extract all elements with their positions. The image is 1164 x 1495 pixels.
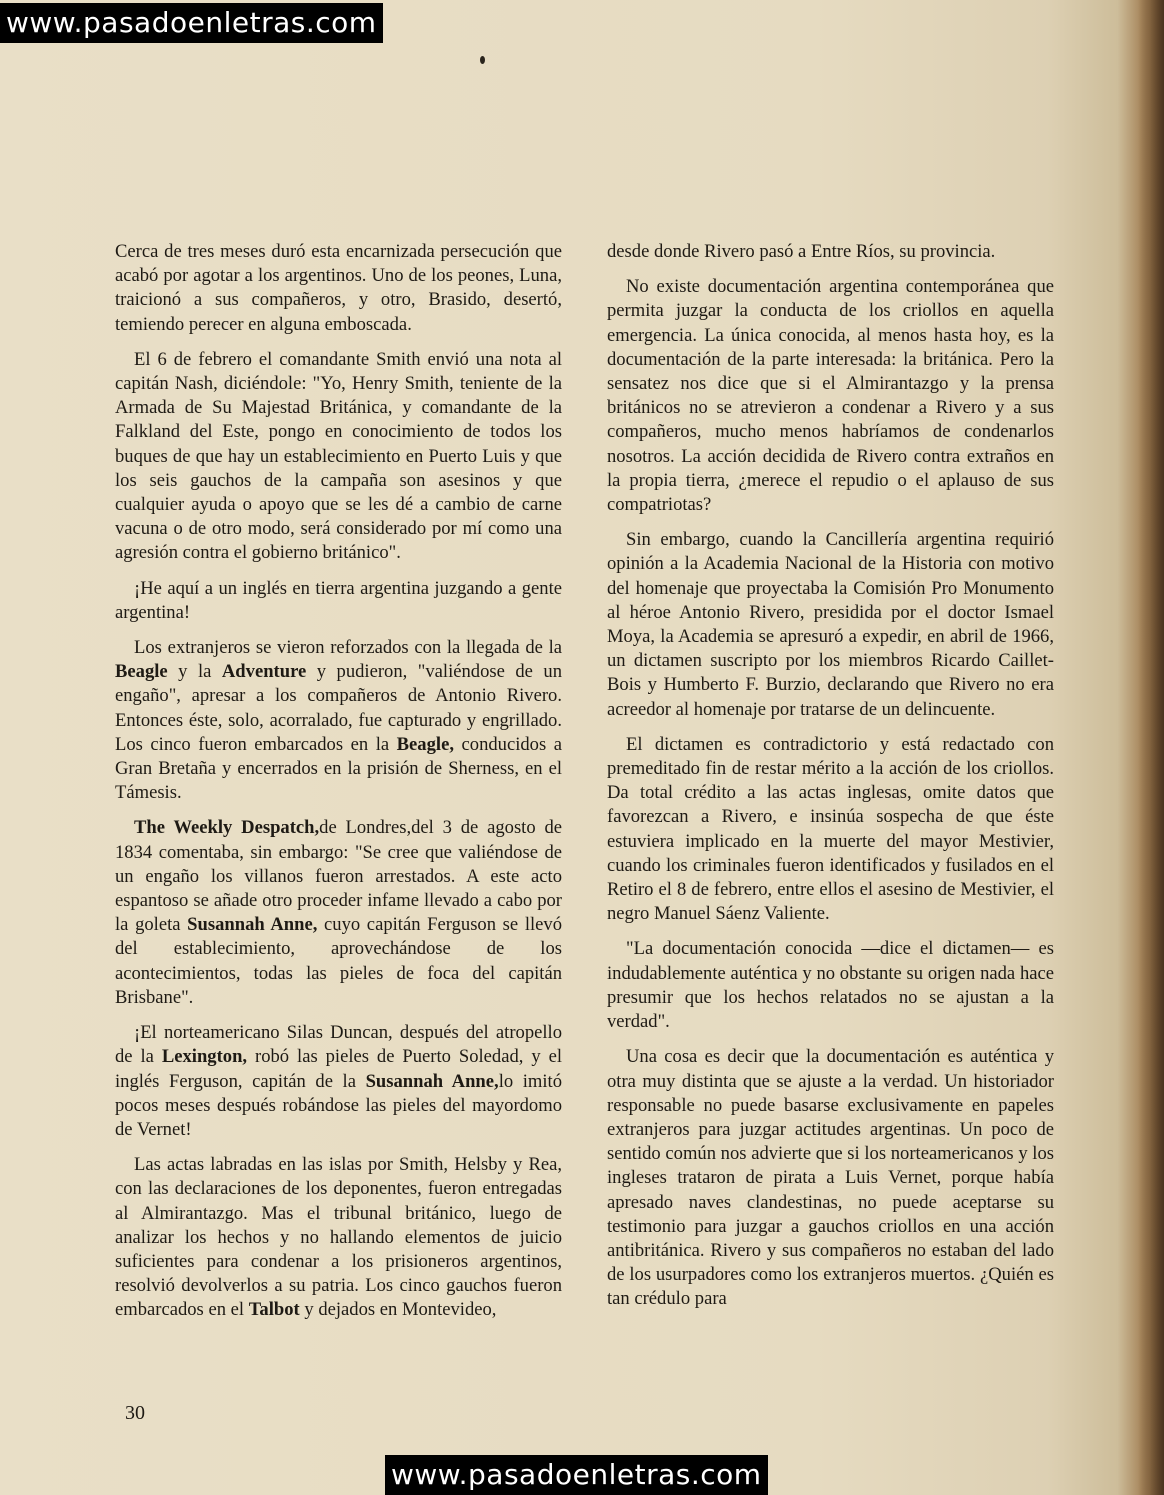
paragraph: El 6 de febrero el comandante Smith envió una nota al capitán Nash, diciéndole: "Yo, Henry Smith, teniente de la Armada de Su Majestad Británica, y comandante de la Falkland del Este, pongo en conocimiento de todos los buques de que hay un establecimiento en Puerto Luis y que los seis gauchos de la campaña son asesinos y que cualquier ayuda o apoyo que se les dé a cambio de carne vacuna o de otro modo, será considerado por mí como una agresión contra el gobierno británico". <box>115 348 562 564</box>
ink-dot <box>480 56 485 64</box>
ship-name: Adventure <box>221 661 307 683</box>
paragraph: The Weekly Despatch,de Londres,del 3 de agosto de 1834 comentaba, sin embargo: "Se cree que valiéndose de un engaño los villanos fueron arrestados. A este acto espantoso se añade otro proceder infame llevado a cabo por la goleta Susannah Anne, cuyo capitán Ferguson se llevó del establecimiento, aprovechándose de los acontecimientos, todas las pieles de foca del capitán Brisbane". <box>115 817 562 1008</box>
paragraph: Una cosa es decir que la documentación es auténtica y otra muy distinta que se ajuste a la verdad. Un historiador responsable no puede basarse exclusivamente en papeles extranjeros para juzgar actitudes argentinas. Un poco de sentido común nos advierte que si los norteamericanos y los ingleses trataron de pirata a Luis Vernet, porque había apresado naves clandestinas, no puede aceptarse su testimonio para juzgar a gauchos criollos en una acción antibritánica. Rivero y sus compañeros no estaban del lado de los usurpadores como los extranjeros muertos. ¿Quién es tan crédulo para <box>607 1046 1054 1310</box>
watermark-top[interactable]: www.pasadoenletras.com <box>0 3 383 43</box>
left-column <box>115 240 562 1334</box>
right-column <box>607 240 1054 1323</box>
page-number: 30 <box>125 1402 145 1424</box>
ship-name: Beagle, <box>396 733 454 755</box>
newspaper-name: The Weekly Despatch, <box>134 817 320 839</box>
ship-name: Lexington, <box>161 1046 248 1068</box>
paragraph: El dictamen es contradictorio y está redactado con premeditado fin de restar mérito a la acción de los criollos. Da total crédito a las actas inglesas, omite datos que favorezcan a Rivero, e insinúa sospecha de que éste estuviera implicado en la muerte del mayor Mestivier, cuando los criminales fueron identificados y fusilados en el Retiro el 8 de febrero, entre ellos el asesino de Mestivier, el negro Manuel Sáenz Valiente. <box>607 733 1054 925</box>
ship-name: Susannah Anne, <box>365 1070 499 1092</box>
ship-name: Beagle <box>115 661 168 683</box>
page-edge-shadow <box>1138 0 1164 1495</box>
paragraph: No existe documentación argentina contemporánea que permita juzgar la conducta de los criollos en aquella emergencia. La única conocida, al menos hasta hoy, es la documentación de la parte interesada: la británica. Pero la sensatez nos dice que si el Almirantazgo y la prensa británicos no se atrevieron a condenar a Rivero y a sus compañeros, mucho menos habríamos de condenarlos nosotros. La acción decidida de Rivero contra extraños en la propia tierra, ¿merece el repudio o el aplauso de sus compatriotas? <box>607 276 1054 516</box>
paragraph: Los extranjeros se vieron reforzados con la llegada de la Beagle y la Adventure y pudieron, "valiéndose de un engaño", apresar a los compañeros de Antonio Rivero. Entonces éste, solo, acorralado, fue capturado y engrillado. Los cinco fueron embarcados en la Beagle, conducidos a Gran Bretaña y encerrados en la prisión de Sherness, en el Támesis. <box>115 637 562 804</box>
ship-name: Talbot <box>248 1299 300 1321</box>
paragraph: ¡He aquí a un inglés en tierra argentina juzgando a gente argentina! <box>115 577 562 623</box>
watermark-bottom[interactable]: www.pasadoenletras.com <box>385 1455 768 1495</box>
ship-name: Susannah Anne, <box>187 914 318 936</box>
paragraph: "La documentación conocida —dice el dictamen— es indudablemente auténtica y no obstante su origen nada hace presumir que los hechos relatados no se ajustan a la verdad". <box>607 938 1054 1033</box>
paragraph: Cerca de tres meses duró esta encarnizada persecución que acabó por agotar a los argentinos. Uno de los peones, Luna, traicionó a sus compañeros, y otro, Brasido, desertó, temiendo perecer en alguna emboscada. <box>115 241 562 335</box>
paragraph: Las actas labradas en las islas por Smith, Helsby y Rea, con las declaraciones de los deponentes, fueron entregadas al Almirantazgo. Mas el tribunal británico, luego de analizar los hechos y no hallando elementos de juicio suficientes para condenar a los prisioneros argentinos, resolvió devolverlos a su patria. Los cinco gauchos fueron embarcados en el Talbot y dejados en Montevideo, <box>115 1154 562 1321</box>
paragraph: ¡El norteamericano Silas Duncan, después del atropello de la Lexington, robó las pieles de Puerto Soledad, y el inglés Ferguson, capitán de la Susannah Anne,lo imitó pocos meses después robándose las pieles del mayordomo de Vernet! <box>115 1022 563 1140</box>
paragraph: Sin embargo, cuando la Cancillería argentina requirió opinión a la Academia Nacional de la Historia con motivo del homenaje que proyectaba la Comisión Pro Monumento al héroe Antonio Rivero, presidida por el doctor Ismael Moya, la Academia se apresuró a expedir, en abril de 1966, un dictamen suscripto por los miembros Ricardo Caillet-Bois y Humberto F. Burzio, declarando que Rivero no era acreedor al homenaje por tratarse de un delincuente. <box>607 529 1054 720</box>
paragraph: desde donde Rivero pasó a Entre Ríos, su provincia. <box>607 241 996 262</box>
